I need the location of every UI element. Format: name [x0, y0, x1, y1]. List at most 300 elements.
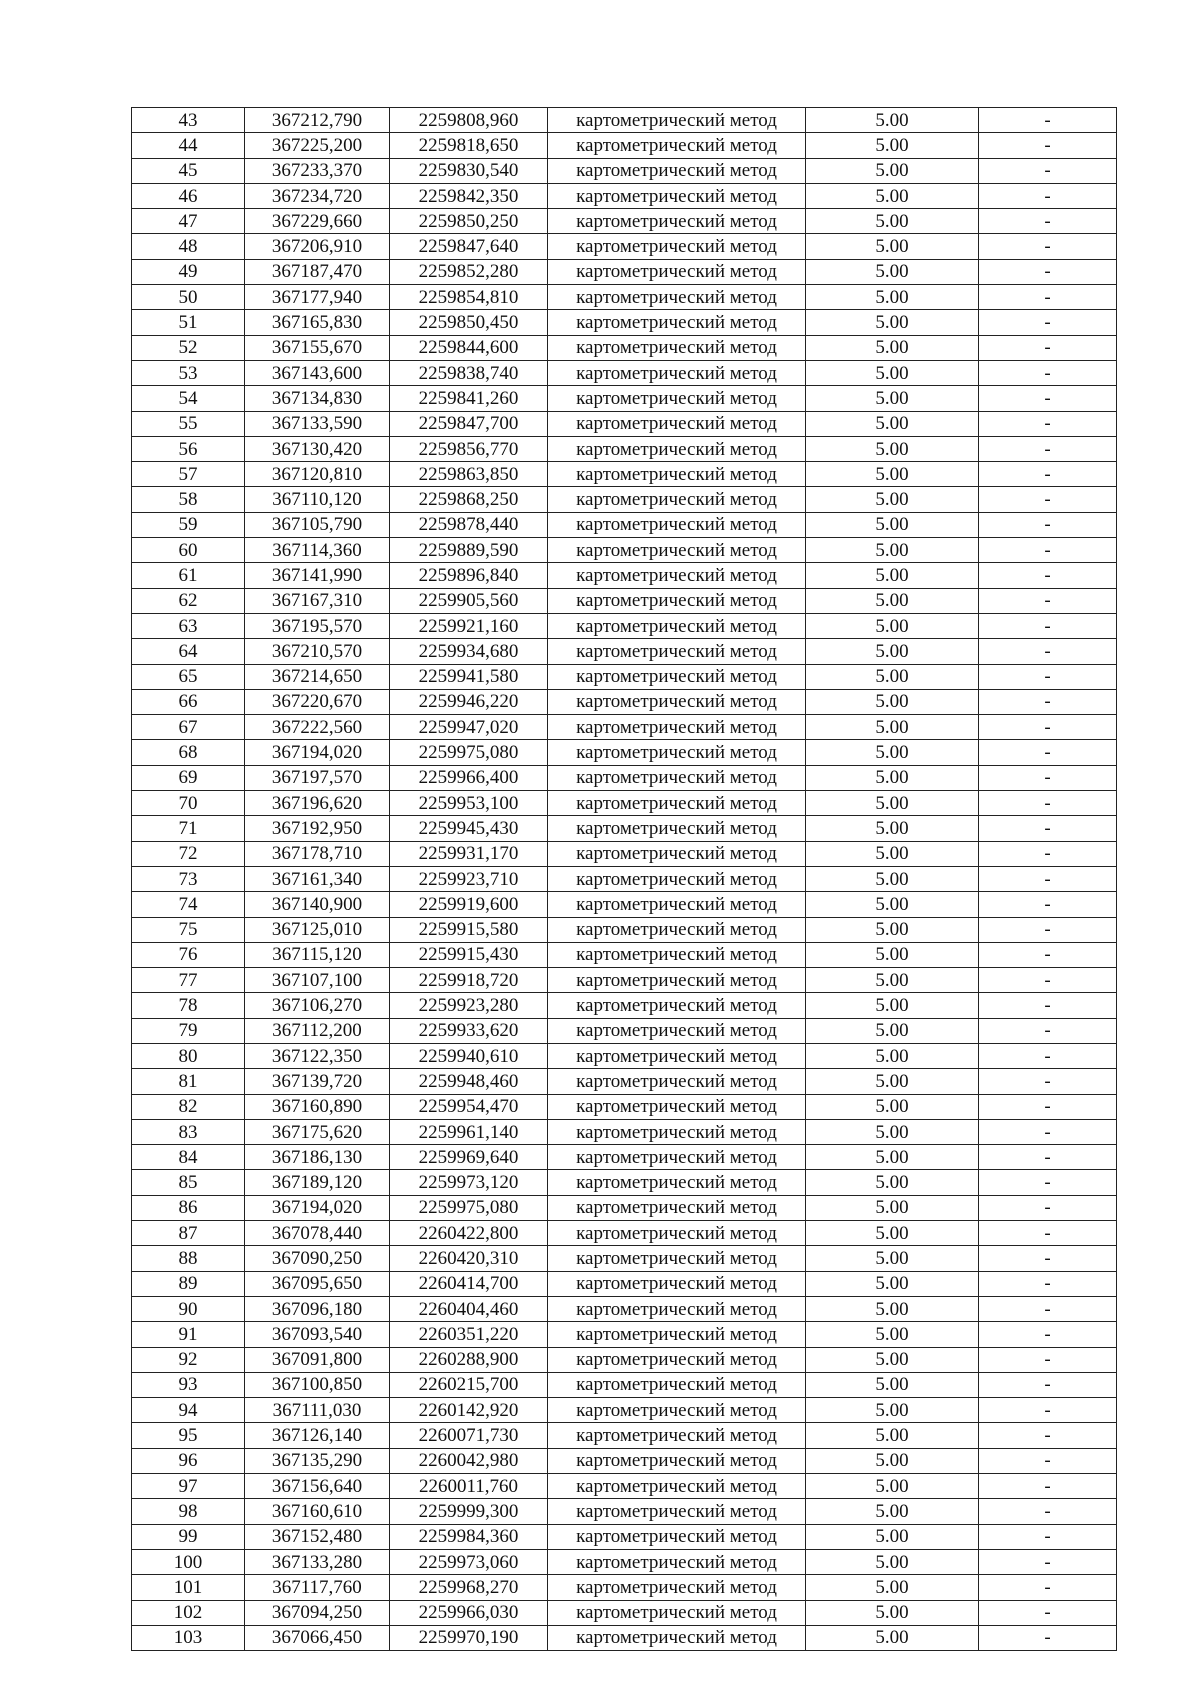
method-cell: картометрический метод [548, 664, 806, 689]
point-number-cell: 68 [132, 740, 245, 765]
point-number-cell: 71 [132, 816, 245, 841]
accuracy-cell: 5.00 [806, 183, 979, 208]
accuracy-cell: 5.00 [806, 335, 979, 360]
method-cell: картометрический метод [548, 689, 806, 714]
accuracy-cell: 5.00 [806, 917, 979, 942]
description-cell: - [979, 411, 1117, 436]
method-cell: картометрический метод [548, 563, 806, 588]
description-cell: - [979, 563, 1117, 588]
method-cell: картометрический метод [548, 108, 806, 133]
y-coordinate-cell: 2259934,680 [390, 639, 548, 664]
table-row [132, 1018, 1117, 1043]
y-coordinate-cell: 2259868,250 [390, 487, 548, 512]
table-row [132, 1398, 1117, 1423]
y-coordinate-cell: 2259830,540 [390, 158, 548, 183]
method-cell: картометрический метод [548, 133, 806, 158]
y-coordinate-cell: 2259975,080 [390, 1195, 548, 1220]
accuracy-cell: 5.00 [806, 360, 979, 385]
point-number-cell: 54 [132, 386, 245, 411]
table-row [132, 841, 1117, 866]
point-number-cell: 69 [132, 765, 245, 790]
accuracy-cell: 5.00 [806, 259, 979, 284]
x-coordinate-cell: 367091,800 [245, 1347, 390, 1372]
x-coordinate-cell: 367094,250 [245, 1600, 390, 1625]
point-number-cell: 55 [132, 411, 245, 436]
description-cell: - [979, 841, 1117, 866]
table-row [132, 892, 1117, 917]
method-cell: картометрический метод [548, 1448, 806, 1473]
accuracy-cell: 5.00 [806, 563, 979, 588]
x-coordinate-cell: 367165,830 [245, 310, 390, 335]
y-coordinate-cell: 2260288,900 [390, 1347, 548, 1372]
x-coordinate-cell: 367114,360 [245, 538, 390, 563]
description-cell: - [979, 512, 1117, 537]
y-coordinate-cell: 2259918,720 [390, 968, 548, 993]
table-row [132, 1094, 1117, 1119]
y-coordinate-cell: 2259854,810 [390, 285, 548, 310]
table-row [132, 1625, 1117, 1650]
point-number-cell: 83 [132, 1119, 245, 1144]
y-coordinate-cell: 2259841,260 [390, 386, 548, 411]
table-row [132, 1448, 1117, 1473]
accuracy-cell: 5.00 [806, 133, 979, 158]
y-coordinate-cell: 2259921,160 [390, 613, 548, 638]
y-coordinate-cell: 2259863,850 [390, 462, 548, 487]
description-cell: - [979, 1094, 1117, 1119]
table-row [132, 791, 1117, 816]
point-number-cell: 98 [132, 1499, 245, 1524]
description-cell: - [979, 613, 1117, 638]
method-cell: картометрический метод [548, 310, 806, 335]
description-cell: - [979, 1043, 1117, 1068]
x-coordinate-cell: 367156,640 [245, 1474, 390, 1499]
point-number-cell: 78 [132, 993, 245, 1018]
y-coordinate-cell: 2259852,280 [390, 259, 548, 284]
point-number-cell: 81 [132, 1069, 245, 1094]
x-coordinate-cell: 367105,790 [245, 512, 390, 537]
y-coordinate-cell: 2259966,030 [390, 1600, 548, 1625]
description-cell: - [979, 259, 1117, 284]
y-coordinate-cell: 2259961,140 [390, 1119, 548, 1144]
y-coordinate-cell: 2260420,310 [390, 1246, 548, 1271]
x-coordinate-cell: 367214,650 [245, 664, 390, 689]
x-coordinate-cell: 367195,570 [245, 613, 390, 638]
x-coordinate-cell: 367090,250 [245, 1246, 390, 1271]
description-cell: - [979, 1246, 1117, 1271]
table-row [132, 512, 1117, 537]
description-cell: - [979, 1448, 1117, 1473]
x-coordinate-cell: 367178,710 [245, 841, 390, 866]
point-number-cell: 76 [132, 942, 245, 967]
method-cell: картометрический метод [548, 816, 806, 841]
point-number-cell: 101 [132, 1575, 245, 1600]
method-cell: картометрический метод [548, 1145, 806, 1170]
x-coordinate-cell: 367122,350 [245, 1043, 390, 1068]
method-cell: картометрический метод [548, 462, 806, 487]
table-row [132, 1474, 1117, 1499]
table-row [132, 993, 1117, 1018]
table-row [132, 1221, 1117, 1246]
y-coordinate-cell: 2259842,350 [390, 183, 548, 208]
y-coordinate-cell: 2259919,600 [390, 892, 548, 917]
x-coordinate-cell: 367155,670 [245, 335, 390, 360]
accuracy-cell: 5.00 [806, 1398, 979, 1423]
accuracy-cell: 5.00 [806, 993, 979, 1018]
point-number-cell: 62 [132, 588, 245, 613]
y-coordinate-cell: 2259945,430 [390, 816, 548, 841]
x-coordinate-cell: 367194,020 [245, 1195, 390, 1220]
method-cell: картометрический метод [548, 1499, 806, 1524]
description-cell: - [979, 689, 1117, 714]
x-coordinate-cell: 367233,370 [245, 158, 390, 183]
y-coordinate-cell: 2259889,590 [390, 538, 548, 563]
method-cell: картометрический метод [548, 1069, 806, 1094]
accuracy-cell: 5.00 [806, 462, 979, 487]
point-number-cell: 97 [132, 1474, 245, 1499]
description-cell: - [979, 158, 1117, 183]
accuracy-cell: 5.00 [806, 1347, 979, 1372]
table-row [132, 1246, 1117, 1271]
x-coordinate-cell: 367100,850 [245, 1372, 390, 1397]
x-coordinate-cell: 367141,990 [245, 563, 390, 588]
point-number-cell: 44 [132, 133, 245, 158]
point-number-cell: 99 [132, 1524, 245, 1549]
x-coordinate-cell: 367206,910 [245, 234, 390, 259]
table-row [132, 942, 1117, 967]
point-number-cell: 89 [132, 1271, 245, 1296]
point-number-cell: 46 [132, 183, 245, 208]
description-cell: - [979, 462, 1117, 487]
table-row [132, 968, 1117, 993]
x-coordinate-cell: 367143,600 [245, 360, 390, 385]
accuracy-cell: 5.00 [806, 234, 979, 259]
accuracy-cell: 5.00 [806, 639, 979, 664]
point-number-cell: 93 [132, 1372, 245, 1397]
point-number-cell: 84 [132, 1145, 245, 1170]
table-row [132, 411, 1117, 436]
method-cell: картометрический метод [548, 765, 806, 790]
method-cell: картометрический метод [548, 1195, 806, 1220]
accuracy-cell: 5.00 [806, 411, 979, 436]
accuracy-cell: 5.00 [806, 1221, 979, 1246]
point-number-cell: 87 [132, 1221, 245, 1246]
method-cell: картометрический метод [548, 158, 806, 183]
description-cell: - [979, 892, 1117, 917]
point-number-cell: 45 [132, 158, 245, 183]
x-coordinate-cell: 367160,890 [245, 1094, 390, 1119]
x-coordinate-cell: 367212,790 [245, 108, 390, 133]
accuracy-cell: 5.00 [806, 866, 979, 891]
accuracy-cell: 5.00 [806, 816, 979, 841]
method-cell: картометрический метод [548, 512, 806, 537]
description-cell: - [979, 386, 1117, 411]
description-cell: - [979, 1296, 1117, 1321]
y-coordinate-cell: 2259968,270 [390, 1575, 548, 1600]
point-number-cell: 56 [132, 436, 245, 461]
point-number-cell: 103 [132, 1625, 245, 1650]
accuracy-cell: 5.00 [806, 1625, 979, 1650]
description-cell: - [979, 588, 1117, 613]
accuracy-cell: 5.00 [806, 1322, 979, 1347]
y-coordinate-cell: 2260042,980 [390, 1448, 548, 1473]
method-cell: картометрический метод [548, 1423, 806, 1448]
accuracy-cell: 5.00 [806, 791, 979, 816]
accuracy-cell: 5.00 [806, 209, 979, 234]
table-row [132, 158, 1117, 183]
description-cell: - [979, 1398, 1117, 1423]
description-cell: - [979, 310, 1117, 335]
y-coordinate-cell: 2259808,960 [390, 108, 548, 133]
table-row [132, 538, 1117, 563]
accuracy-cell: 5.00 [806, 1119, 979, 1144]
y-coordinate-cell: 2259948,460 [390, 1069, 548, 1094]
x-coordinate-cell: 367130,420 [245, 436, 390, 461]
point-number-cell: 65 [132, 664, 245, 689]
accuracy-cell: 5.00 [806, 968, 979, 993]
method-cell: картометрический метод [548, 968, 806, 993]
y-coordinate-cell: 2260422,800 [390, 1221, 548, 1246]
point-number-cell: 72 [132, 841, 245, 866]
description-cell: - [979, 285, 1117, 310]
table-row [132, 1296, 1117, 1321]
x-coordinate-cell: 367160,610 [245, 1499, 390, 1524]
y-coordinate-cell: 2259915,430 [390, 942, 548, 967]
accuracy-cell: 5.00 [806, 1296, 979, 1321]
point-number-cell: 77 [132, 968, 245, 993]
x-coordinate-cell: 367120,810 [245, 462, 390, 487]
method-cell: картометрический метод [548, 360, 806, 385]
table-row [132, 917, 1117, 942]
accuracy-cell: 5.00 [806, 613, 979, 638]
description-cell: - [979, 1119, 1117, 1144]
table-row [132, 259, 1117, 284]
y-coordinate-cell: 2259975,080 [390, 740, 548, 765]
method-cell: картометрический метод [548, 1474, 806, 1499]
accuracy-cell: 5.00 [806, 285, 979, 310]
point-number-cell: 70 [132, 791, 245, 816]
x-coordinate-cell: 367194,020 [245, 740, 390, 765]
accuracy-cell: 5.00 [806, 158, 979, 183]
x-coordinate-cell: 367161,340 [245, 866, 390, 891]
y-coordinate-cell: 2259984,360 [390, 1524, 548, 1549]
table-row [132, 715, 1117, 740]
x-coordinate-cell: 367096,180 [245, 1296, 390, 1321]
x-coordinate-cell: 367210,570 [245, 639, 390, 664]
method-cell: картометрический метод [548, 183, 806, 208]
method-cell: картометрический метод [548, 234, 806, 259]
description-cell: - [979, 1347, 1117, 1372]
point-number-cell: 52 [132, 335, 245, 360]
accuracy-cell: 5.00 [806, 1372, 979, 1397]
method-cell: картометрический метод [548, 639, 806, 664]
description-cell: - [979, 538, 1117, 563]
x-coordinate-cell: 367197,570 [245, 765, 390, 790]
method-cell: картометрический метод [548, 259, 806, 284]
description-cell: - [979, 183, 1117, 208]
description-cell: - [979, 487, 1117, 512]
description-cell: - [979, 234, 1117, 259]
method-cell: картометрический метод [548, 866, 806, 891]
table-row [132, 462, 1117, 487]
method-cell: картометрический метод [548, 917, 806, 942]
method-cell: картометрический метод [548, 613, 806, 638]
point-number-cell: 92 [132, 1347, 245, 1372]
y-coordinate-cell: 2259970,190 [390, 1625, 548, 1650]
description-cell: - [979, 1600, 1117, 1625]
method-cell: картометрический метод [548, 538, 806, 563]
y-coordinate-cell: 2259878,440 [390, 512, 548, 537]
description-cell: - [979, 1575, 1117, 1600]
accuracy-cell: 5.00 [806, 1043, 979, 1068]
table-row [132, 689, 1117, 714]
description-cell: - [979, 1170, 1117, 1195]
y-coordinate-cell: 2259969,640 [390, 1145, 548, 1170]
description-cell: - [979, 1069, 1117, 1094]
x-coordinate-cell: 367220,670 [245, 689, 390, 714]
point-number-cell: 95 [132, 1423, 245, 1448]
table-row [132, 1524, 1117, 1549]
x-coordinate-cell: 367177,940 [245, 285, 390, 310]
method-cell: картометрический метод [548, 1549, 806, 1574]
description-cell: - [979, 968, 1117, 993]
accuracy-cell: 5.00 [806, 1170, 979, 1195]
table-row [132, 1043, 1117, 1068]
point-number-cell: 82 [132, 1094, 245, 1119]
table-row [132, 639, 1117, 664]
method-cell: картометрический метод [548, 740, 806, 765]
y-coordinate-cell: 2259953,100 [390, 791, 548, 816]
description-cell: - [979, 866, 1117, 891]
point-number-cell: 57 [132, 462, 245, 487]
y-coordinate-cell: 2259933,620 [390, 1018, 548, 1043]
method-cell: картометрический метод [548, 1372, 806, 1397]
accuracy-cell: 5.00 [806, 1600, 979, 1625]
accuracy-cell: 5.00 [806, 689, 979, 714]
table-row [132, 386, 1117, 411]
point-number-cell: 59 [132, 512, 245, 537]
point-number-cell: 73 [132, 866, 245, 891]
description-cell: - [979, 715, 1117, 740]
table-row [132, 133, 1117, 158]
accuracy-cell: 5.00 [806, 664, 979, 689]
description-cell: - [979, 209, 1117, 234]
point-number-cell: 88 [132, 1246, 245, 1271]
point-number-cell: 43 [132, 108, 245, 133]
description-cell: - [979, 1423, 1117, 1448]
y-coordinate-cell: 2259856,770 [390, 436, 548, 461]
method-cell: картометрический метод [548, 588, 806, 613]
method-cell: картометрический метод [548, 1119, 806, 1144]
y-coordinate-cell: 2260215,700 [390, 1372, 548, 1397]
y-coordinate-cell: 2259973,120 [390, 1170, 548, 1195]
description-cell: - [979, 108, 1117, 133]
method-cell: картометрический метод [548, 386, 806, 411]
description-cell: - [979, 765, 1117, 790]
description-cell: - [979, 133, 1117, 158]
x-coordinate-cell: 367093,540 [245, 1322, 390, 1347]
accuracy-cell: 5.00 [806, 1423, 979, 1448]
table-row [132, 1372, 1117, 1397]
method-cell: картометрический метод [548, 1524, 806, 1549]
y-coordinate-cell: 2259850,450 [390, 310, 548, 335]
coordinates-table [131, 107, 1117, 1651]
accuracy-cell: 5.00 [806, 1271, 979, 1296]
accuracy-cell: 5.00 [806, 386, 979, 411]
x-coordinate-cell: 367078,440 [245, 1221, 390, 1246]
method-cell: картометрический метод [548, 209, 806, 234]
x-coordinate-cell: 367133,280 [245, 1549, 390, 1574]
table-row [132, 1322, 1117, 1347]
table-row [132, 1195, 1117, 1220]
x-coordinate-cell: 367135,290 [245, 1448, 390, 1473]
method-cell: картометрический метод [548, 715, 806, 740]
y-coordinate-cell: 2259966,400 [390, 765, 548, 790]
y-coordinate-cell: 2259844,600 [390, 335, 548, 360]
accuracy-cell: 5.00 [806, 538, 979, 563]
method-cell: картометрический метод [548, 1221, 806, 1246]
point-number-cell: 74 [132, 892, 245, 917]
description-cell: - [979, 1195, 1117, 1220]
accuracy-cell: 5.00 [806, 740, 979, 765]
point-number-cell: 50 [132, 285, 245, 310]
description-cell: - [979, 942, 1117, 967]
point-number-cell: 75 [132, 917, 245, 942]
x-coordinate-cell: 367222,560 [245, 715, 390, 740]
point-number-cell: 91 [132, 1322, 245, 1347]
point-number-cell: 48 [132, 234, 245, 259]
accuracy-cell: 5.00 [806, 1195, 979, 1220]
point-number-cell: 66 [132, 689, 245, 714]
point-number-cell: 80 [132, 1043, 245, 1068]
accuracy-cell: 5.00 [806, 1549, 979, 1574]
point-number-cell: 60 [132, 538, 245, 563]
x-coordinate-cell: 367133,590 [245, 411, 390, 436]
description-cell: - [979, 335, 1117, 360]
description-cell: - [979, 1271, 1117, 1296]
method-cell: картометрический метод [548, 791, 806, 816]
y-coordinate-cell: 2259923,710 [390, 866, 548, 891]
description-cell: - [979, 1018, 1117, 1043]
point-number-cell: 53 [132, 360, 245, 385]
y-coordinate-cell: 2259915,580 [390, 917, 548, 942]
description-cell: - [979, 360, 1117, 385]
accuracy-cell: 5.00 [806, 108, 979, 133]
description-cell: - [979, 791, 1117, 816]
description-cell: - [979, 917, 1117, 942]
table-row [132, 588, 1117, 613]
description-cell: - [979, 993, 1117, 1018]
description-cell: - [979, 1524, 1117, 1549]
description-cell: - [979, 740, 1117, 765]
x-coordinate-cell: 367139,720 [245, 1069, 390, 1094]
table-row [132, 285, 1117, 310]
table-row [132, 487, 1117, 512]
method-cell: картометрический метод [548, 1018, 806, 1043]
point-number-cell: 96 [132, 1448, 245, 1473]
y-coordinate-cell: 2259905,560 [390, 588, 548, 613]
accuracy-cell: 5.00 [806, 1524, 979, 1549]
y-coordinate-cell: 2259940,610 [390, 1043, 548, 1068]
table-row [132, 765, 1117, 790]
point-number-cell: 51 [132, 310, 245, 335]
table-row [132, 234, 1117, 259]
method-cell: картометрический метод [548, 1347, 806, 1372]
table-row [132, 816, 1117, 841]
method-cell: картометрический метод [548, 1600, 806, 1625]
method-cell: картометрический метод [548, 411, 806, 436]
table-row [132, 1069, 1117, 1094]
method-cell: картометрический метод [548, 285, 806, 310]
